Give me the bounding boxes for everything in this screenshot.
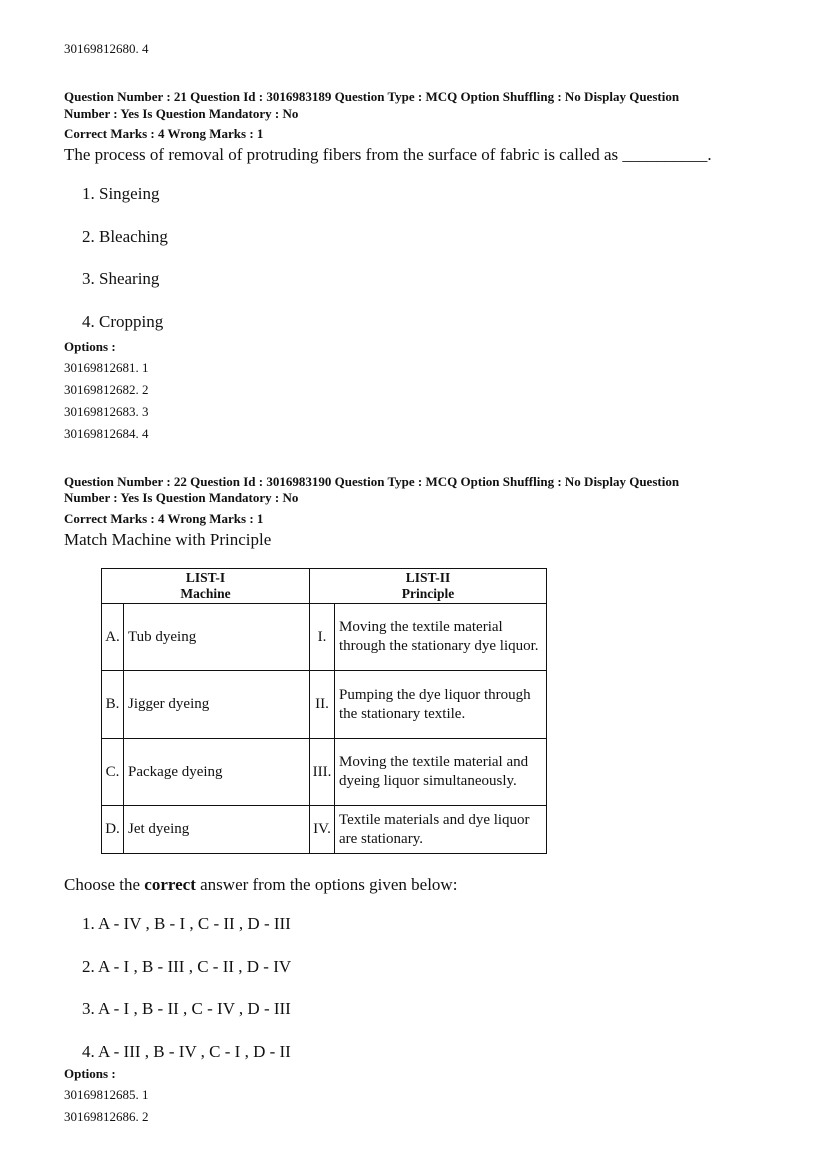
instruction-suffix: answer from the options given below: [195,875,458,894]
q22-marks: Correct Marks : 4 Wrong Marks : 1 [64,511,264,526]
row-roman: IV. [310,806,335,854]
row-machine: Jigger dyeing [124,671,310,739]
list2-subtitle: Principle [401,586,455,601]
table-row [102,739,547,806]
row-letter: A. [102,604,124,671]
q21-option-4[interactable]: 4. Cropping [82,312,164,331]
row-principle: Moving the textile material through the stationary dye liquor. [335,604,547,671]
q21-option-id-1: 30169812681. 1 [64,360,149,375]
q22-question: Match Machine with Principle [64,530,272,549]
header-id: 30169812680. 4 [64,41,149,56]
row-principle: Moving the textile material and dyeing liquor simultaneously. [335,739,547,806]
q21-option-id-4: 30169812684. 4 [64,426,149,441]
row-roman: I. [310,604,335,671]
list2-header [310,569,547,604]
q22-options-label: Options : [64,1066,116,1081]
instruction-emphasis: correct [144,875,196,894]
table-row [102,604,547,671]
q22-option-id-1: 30169812685. 1 [64,1087,149,1102]
row-roman: III. [310,739,335,806]
q21-option-1[interactable]: 1. Singeing [82,184,160,203]
list1-subtitle: Machine [180,586,231,601]
row-machine: Package dyeing [124,739,310,806]
q21-question: The process of removal of protruding fibers from the surface of fabric is called as __________. [64,145,712,164]
row-letter: C. [102,739,124,806]
list2-title: LIST-II [405,570,451,585]
q22-meta-line1: Question Number : 22 Question Id : 3016983190 Question Type : MCQ Option Shuffling : No Display Question [64,474,680,489]
row-machine: Jet dyeing [124,806,310,854]
q21-marks: Correct Marks : 4 Wrong Marks : 1 [64,126,264,141]
table-header-row [102,569,547,604]
q22-option-3[interactable]: 3. A - I , B - II , C - IV , D - III [82,999,291,1018]
row-principle: Pumping the dye liquor through the stationary textile. [335,671,547,739]
row-letter: D. [102,806,124,854]
row-roman: II. [310,671,335,739]
q21-option-3[interactable]: 3. Shearing [82,269,160,288]
q21-option-id-2: 30169812682. 2 [64,382,149,397]
row-machine: Tub dyeing [124,604,310,671]
list1-header [102,569,310,604]
table-row [102,671,547,739]
q22-option-2[interactable]: 2. A - I , B - III , C - II , D - IV [82,957,292,976]
q22-option-4[interactable]: 4. A - III , B - IV , C - I , D - II [82,1042,291,1061]
row-letter: B. [102,671,124,739]
q21-option-id-3: 30169812683. 3 [64,404,149,419]
q21-options-label: Options : [64,339,116,354]
q22-meta-line2: Number : Yes Is Question Mandatory : No [64,490,299,505]
instruction-prefix: Choose the [64,875,145,894]
match-table [101,568,547,854]
table-row [102,806,547,854]
row-principle: Textile materials and dye liquor are stationary. [335,806,547,854]
q22-instruction [64,874,457,896]
q22-option-1[interactable]: 1. A - IV , B - I , C - II , D - III [82,914,291,933]
q22-option-id-2: 30169812686. 2 [64,1109,149,1124]
q21-option-2[interactable]: 2. Bleaching [82,227,168,246]
q21-meta-line2: Number : Yes Is Question Mandatory : No [64,106,299,121]
q21-meta-line1: Question Number : 21 Question Id : 3016983189 Question Type : MCQ Option Shuffling : No Display Question [64,89,680,104]
list1-title: LIST-I [185,570,226,585]
